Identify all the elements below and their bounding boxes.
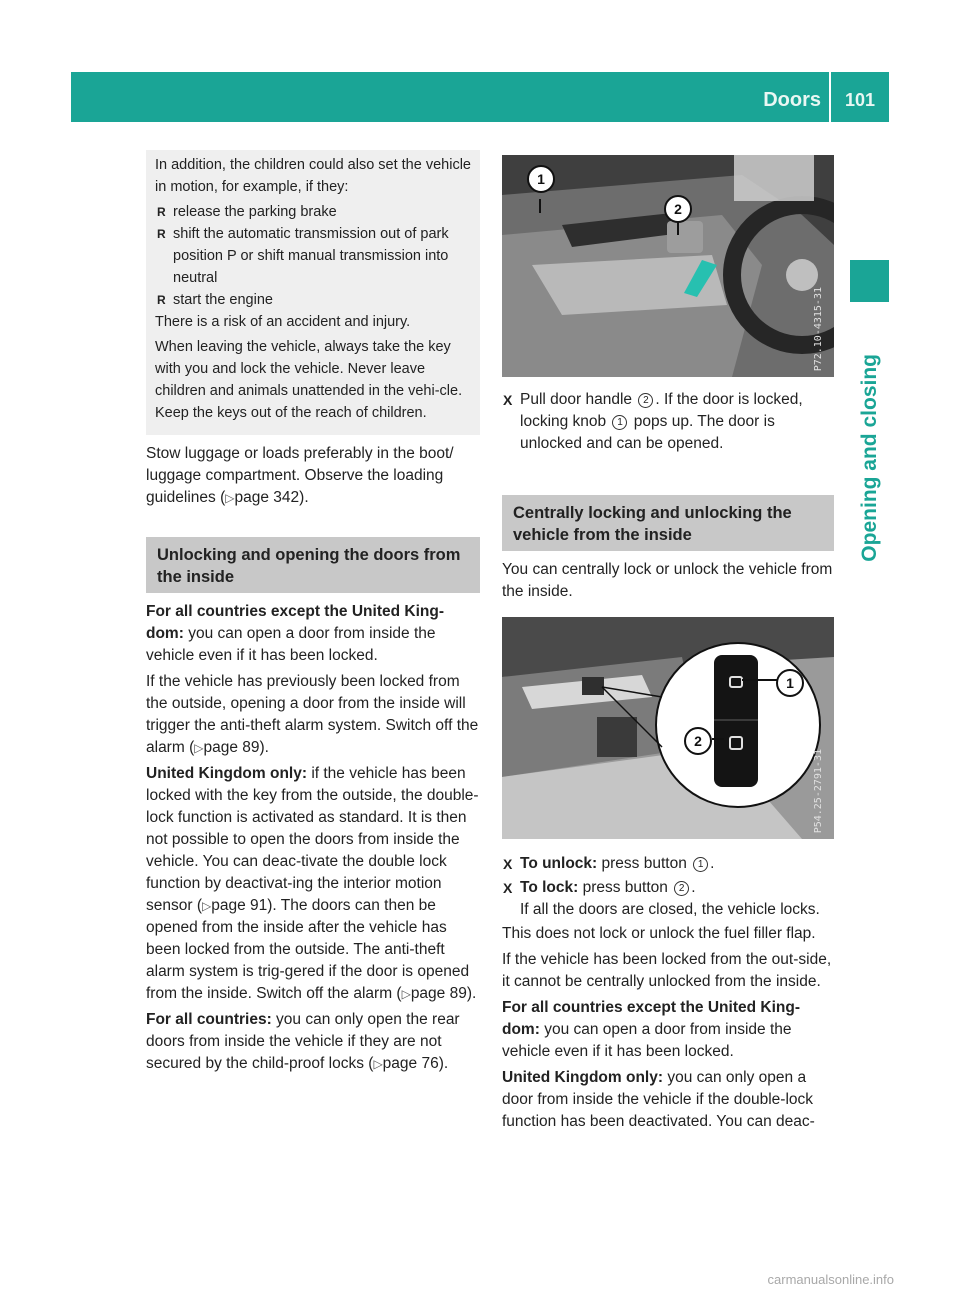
figure1-code: P72.10-4315-31 bbox=[813, 286, 824, 371]
pull-step-text: Pull door handle bbox=[520, 391, 637, 408]
step-marker: X bbox=[503, 856, 513, 872]
ref-callout-2: 2 bbox=[674, 881, 689, 896]
warning-advice: When leaving the vehicle, always take the key with you and lock the vehicle. Never leave children and animals unattended in the vehi-cle. Keep the keys out of the reach of children. bbox=[155, 339, 463, 421]
door-interior-illustration bbox=[502, 155, 834, 377]
section-heading-unlock: Unlocking and opening the doors from the inside bbox=[146, 537, 480, 593]
all-countries-label: For all countries except the United King-dom: bbox=[502, 999, 800, 1038]
unlock-para-2 bbox=[146, 671, 480, 759]
unlock-step-text: press button bbox=[597, 855, 692, 872]
bullet-text: release the parking brake bbox=[173, 204, 337, 220]
central-intro: You can centrally lock or unlock the vehicle from the inside. bbox=[502, 561, 833, 600]
bullet-text: start the engine bbox=[173, 292, 273, 308]
unlock-step: X To unlock: press button 1 . bbox=[502, 853, 834, 875]
lock-step-note: If all the doors are closed, the vehicle locks. bbox=[520, 901, 820, 918]
stow-tail: ). bbox=[299, 489, 309, 506]
pull-step-text-3: pops up. The door is unlocked and can be opened. bbox=[520, 413, 775, 452]
watermark: carmanualsonline.info bbox=[767, 1272, 894, 1287]
right-column bbox=[502, 155, 834, 1137]
page-ref-icon: ▷ bbox=[401, 987, 411, 1001]
fuel-note: This does not lock or unlock the fuel filler flap. bbox=[502, 925, 816, 942]
unlock-p4-tail: ). bbox=[438, 1055, 449, 1072]
chapter-title: Opening and closing bbox=[858, 354, 881, 562]
unlock-para-3 bbox=[146, 763, 480, 1005]
page-number: 101 bbox=[844, 90, 875, 110]
figure2-callout-2: 2 bbox=[684, 727, 712, 755]
all-countries-text: you can open a door from inside the vehicle even if it has been locked. bbox=[502, 1021, 792, 1060]
figure2-callout-1: 1 bbox=[776, 669, 804, 697]
ref-callout-1: 1 bbox=[693, 857, 708, 872]
unlock-p3-text: if the vehicle has been locked with the key from the outside, the double-lock function is activated as standard. It is then not possible to open the doors from inside the vehicle. You can deac-tivate the double lock function by deactivat-ing the interior motion sensor ( bbox=[146, 765, 479, 914]
page-ref-link[interactable]: page 76 bbox=[382, 1055, 439, 1072]
warning-intro: In addition, the children could also set the vehicle in motion, for example, if they: bbox=[155, 157, 471, 195]
central-uk-only bbox=[502, 1067, 834, 1133]
lock-step: X To lock: press button 2 . If all the doors are closed, the vehicle locks. bbox=[502, 877, 834, 921]
ref-callout-1: 1 bbox=[612, 415, 627, 430]
unlock-p3-tail: ). bbox=[466, 985, 477, 1002]
bullet-marker: R bbox=[157, 205, 166, 219]
stow-text: Stow luggage or loads preferably in the boot/ luggage compartment. Observe the loading guidelines ( bbox=[146, 445, 454, 506]
page-ref-icon: ▷ bbox=[373, 1057, 383, 1071]
page-ref-link[interactable]: page 342 bbox=[234, 489, 300, 506]
page-ref-icon: ▷ bbox=[194, 741, 204, 755]
unlock-para-4 bbox=[146, 1009, 480, 1075]
bullet-marker: R bbox=[157, 227, 166, 241]
chapter-tab-marker bbox=[850, 260, 889, 302]
lock-button-illustration bbox=[502, 617, 834, 839]
pull-step bbox=[502, 389, 834, 455]
bullet-text: shift the automatic transmission out of park position P or shift manual transmission into neutral bbox=[173, 226, 449, 286]
door-handle-photo bbox=[502, 155, 834, 377]
step-marker: X bbox=[503, 880, 513, 896]
warning-box bbox=[146, 150, 480, 435]
lock-step-label: To lock: bbox=[520, 879, 579, 896]
page-ref-link[interactable]: page 89 bbox=[203, 739, 260, 756]
unlock-p2-text: If the vehicle has previously been locked from the outside, opening a door from the inside will trigger the anti-theft alarm system. Switch off the alarm ( bbox=[146, 673, 479, 756]
uk-only-label: United Kingdom only: bbox=[502, 1069, 664, 1086]
left-column bbox=[146, 150, 480, 1079]
unlock-para-1 bbox=[146, 601, 480, 667]
warning-bullet bbox=[155, 289, 474, 311]
page-ref-link[interactable]: page 91 bbox=[211, 897, 268, 914]
page-ref-icon: ▷ bbox=[202, 899, 212, 913]
figure1-callout-1: 1 bbox=[527, 165, 555, 193]
unlock-p1-text: you can open a door from inside the vehicle even if it has been locked. bbox=[146, 625, 436, 664]
warning-bullet bbox=[155, 223, 474, 289]
pull-step-text-2: . If the door is locked, locking knob bbox=[520, 391, 803, 430]
page-ref-icon: ▷ bbox=[225, 491, 235, 505]
unlock-step-label: To unlock: bbox=[520, 855, 598, 872]
figure1-callout-2: 2 bbox=[664, 195, 692, 223]
step-marker: X bbox=[503, 392, 513, 408]
warning-bullet bbox=[155, 201, 474, 223]
unlock-p4-label: For all countries: bbox=[146, 1011, 272, 1028]
ref-callout-2: 2 bbox=[638, 393, 653, 408]
header-divider bbox=[829, 72, 831, 122]
page-header-bar bbox=[71, 72, 889, 122]
lock-buttons-photo bbox=[502, 617, 834, 839]
warning-risk: There is a risk of an accident and injury. bbox=[155, 314, 411, 330]
stow-paragraph bbox=[146, 443, 480, 509]
section-heading-central: Centrally locking and unlocking the vehicle from the inside bbox=[502, 495, 834, 551]
section-title: Doors bbox=[763, 89, 821, 111]
unlock-p1-label: For all countries except the United King-dom: bbox=[146, 603, 444, 642]
chapter-label bbox=[845, 308, 895, 608]
unlock-p2-tail: ). bbox=[259, 739, 269, 756]
unlock-p4-text: you can only open the rear doors from inside the vehicle if they are not secured by the child-proof locks ( bbox=[146, 1011, 460, 1072]
outside-note: If the vehicle has been locked from the out-side, it cannot be centrally unlocked from the inside. bbox=[502, 951, 832, 990]
bullet-marker: R bbox=[157, 293, 166, 307]
unlock-p3-mid: ). The doors can then be opened from the inside after the vehicle has been locked from the outside. The anti-theft alarm system is trig-gered if the door is opened from the inside. Switch off the alarm ( bbox=[146, 897, 470, 1002]
page-ref-link[interactable]: page 89 bbox=[410, 985, 467, 1002]
lock-step-text: press button bbox=[578, 879, 673, 896]
central-all-countries bbox=[502, 997, 834, 1063]
figure2-code: P54.25-2791-31 bbox=[813, 748, 824, 833]
uk-only-text: you can only open a door from inside the vehicle if the double-lock function has been deactivated. You can deac- bbox=[502, 1069, 815, 1130]
unlock-p3-label: United Kingdom only: bbox=[146, 765, 308, 782]
